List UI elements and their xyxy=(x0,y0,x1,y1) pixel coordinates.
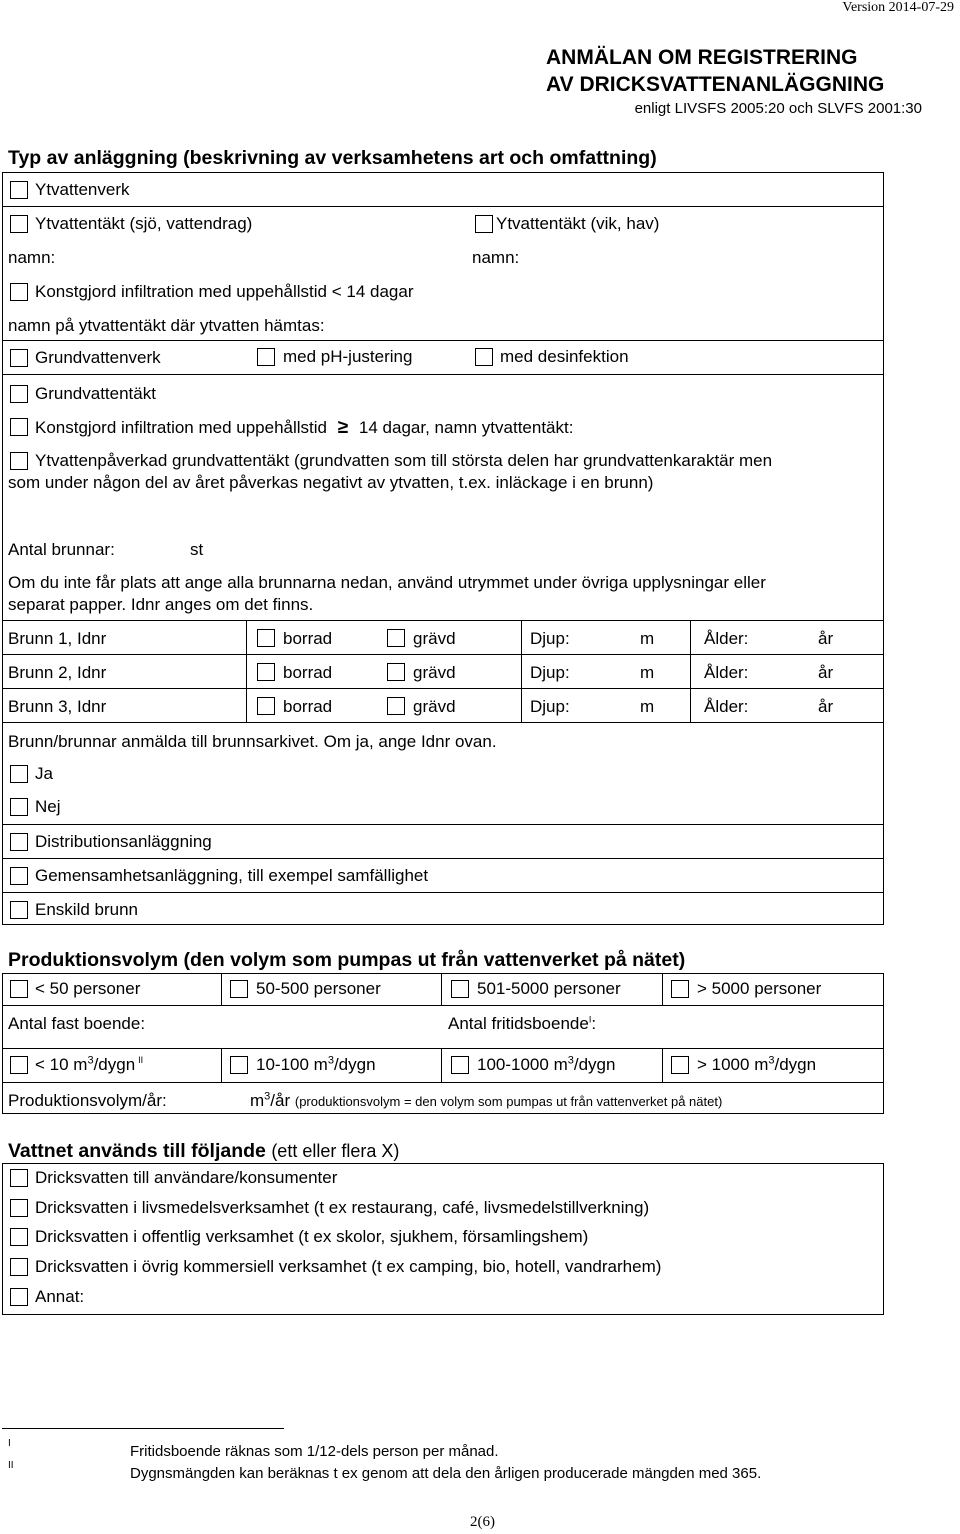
form-title-line2: AV DRICKSVATTENANLÄGGNING xyxy=(546,73,885,96)
enskild-checkbox[interactable] xyxy=(10,901,28,919)
volume-text: > 1000 m xyxy=(697,1055,769,1074)
persons-501-5000-label: 501-5000 personer xyxy=(477,979,621,998)
konstgjord-lt14-checkbox[interactable] xyxy=(10,283,28,301)
produktionsvolym-ar-label: Produktionsvolym/år: xyxy=(8,1091,167,1110)
divider xyxy=(2,1082,884,1083)
ytvattenpaverkad-label-line1: Ytvattenpåverkad grundvattentäkt (grundvatten som till största delen har grundvattenkaraktär men xyxy=(35,451,773,470)
divider xyxy=(662,973,663,1005)
ja-checkbox[interactable] xyxy=(10,765,28,783)
divider xyxy=(2,1005,884,1006)
well-gravd-checkbox[interactable] xyxy=(387,697,405,715)
med-ph-label: med pH-justering xyxy=(283,347,413,366)
volume-text: 100-1000 m xyxy=(477,1055,568,1074)
well-label: Brunn 2, Idnr xyxy=(8,663,107,682)
well-gravd-label: grävd xyxy=(413,629,456,648)
antal-fritid-text: Antal fritidsboende xyxy=(448,1014,589,1033)
distribution-label: Distributionsanläggning xyxy=(35,832,212,851)
persons-gt5000-label: > 5000 personer xyxy=(697,979,822,998)
divider xyxy=(246,620,247,722)
ja-label: Ja xyxy=(35,764,53,783)
usage-commercial-label: Dricksvatten i övrig kommersiell verksamhet (t ex camping, bio, hotell, vandrarhem) xyxy=(35,1257,662,1276)
volume-10-100-label xyxy=(256,1055,376,1075)
usage-public-checkbox[interactable] xyxy=(10,1228,28,1246)
usage-other-label: Annat: xyxy=(35,1287,85,1306)
footnote-mark-2: II xyxy=(8,1460,14,1471)
well-borrad-label: borrad xyxy=(283,697,333,716)
persons-lt50-label: < 50 personer xyxy=(35,979,141,998)
divider xyxy=(221,1048,222,1082)
well-borrad-label: borrad xyxy=(283,663,333,682)
divider xyxy=(2,824,884,825)
persons-501-5000-checkbox[interactable] xyxy=(451,980,469,998)
divider xyxy=(441,973,442,1005)
volume-100-1000-checkbox[interactable] xyxy=(451,1056,469,1074)
namn-right-label: namn: xyxy=(472,248,520,267)
footnote-ref-2: II xyxy=(138,1055,144,1066)
usage-heading-note: (ett eller flera X) xyxy=(271,1141,400,1161)
divider xyxy=(441,1048,442,1082)
volume-10-100-checkbox[interactable] xyxy=(230,1056,248,1074)
divider xyxy=(521,620,522,722)
ytvattentakt-sjo-label: Ytvattentäkt (sjö, vattendrag) xyxy=(35,214,253,233)
konstgjord-ge14-checkbox[interactable] xyxy=(10,418,28,436)
nej-checkbox[interactable] xyxy=(10,798,28,816)
divider xyxy=(2,858,884,859)
produktionsvolym-unit xyxy=(250,1091,722,1111)
persons-gt5000-checkbox[interactable] xyxy=(671,980,689,998)
volume-lt10-label xyxy=(35,1055,143,1075)
volume-100-1000-label xyxy=(477,1055,615,1075)
ytvattenverk-checkbox[interactable] xyxy=(10,181,28,199)
volume-sup: 3 xyxy=(327,1054,334,1067)
page-number: 2(6) xyxy=(470,1514,495,1530)
volume-gt1000-checkbox[interactable] xyxy=(671,1056,689,1074)
well-label: Brunn 3, Idnr xyxy=(8,697,107,716)
divider xyxy=(2,688,884,689)
form-subtitle: enligt LIVSFS 2005:20 och SLVFS 2001:30 xyxy=(634,100,922,117)
well-gravd-checkbox[interactable] xyxy=(387,629,405,647)
med-desinfektion-label: med desinfektion xyxy=(500,347,629,366)
gemensamhet-label: Gemensamhetsanläggning, till exempel samfällighet xyxy=(35,866,429,885)
well-alder-unit: år xyxy=(818,663,834,682)
konstgjord-ge14-label xyxy=(35,417,573,439)
konstgjord-lt14-label: Konstgjord infiltration med uppehållstid < 14 dagar xyxy=(35,282,414,301)
usage-other-checkbox[interactable] xyxy=(10,1288,28,1306)
well-alder-unit: år xyxy=(818,697,834,716)
footnote-2: Dygnsmängden kan beräknas t ex genom att dela den årligen producerade mängden med 365. xyxy=(130,1465,762,1482)
well-alder-label: Ålder: xyxy=(704,697,749,716)
divider xyxy=(221,973,222,1005)
gemensamhet-checkbox[interactable] xyxy=(10,867,28,885)
antal-fast-label: Antal fast boende: xyxy=(8,1014,146,1033)
volume-unit: /dygn xyxy=(774,1055,817,1074)
divider xyxy=(662,1048,663,1082)
well-djup-unit: m xyxy=(640,663,655,682)
well-gravd-checkbox[interactable] xyxy=(387,663,405,681)
persons-lt50-checkbox[interactable] xyxy=(10,980,28,998)
version-label: Version 2014-07-29 xyxy=(842,0,954,15)
antal-fritid-colon: : xyxy=(591,1014,597,1033)
divider xyxy=(2,1048,884,1049)
well-djup-label: Djup: xyxy=(530,629,570,648)
volume-unit: /dygn xyxy=(93,1055,136,1074)
grundvattentakt-label: Grundvattentäkt xyxy=(35,384,156,403)
well-alder-unit: år xyxy=(818,629,834,648)
antal-brunnar-label: Antal brunnar: xyxy=(8,540,115,559)
volume-unit: /dygn xyxy=(573,1055,616,1074)
divider xyxy=(2,374,884,375)
footnote-divider xyxy=(2,1428,284,1429)
well-gravd-label: grävd xyxy=(413,663,456,682)
divider xyxy=(2,620,884,621)
usage-heading xyxy=(8,1140,399,1162)
volume-unit: /dygn xyxy=(333,1055,376,1074)
volume-sup: 3 xyxy=(567,1054,574,1067)
divider xyxy=(2,654,884,655)
persons-50-500-checkbox[interactable] xyxy=(230,980,248,998)
well-alder-label: Ålder: xyxy=(704,629,749,648)
unit-m: m xyxy=(250,1091,265,1110)
divider xyxy=(2,340,884,341)
usage-heading-bold: Vattnet används till följande xyxy=(8,1140,266,1162)
well-djup-label: Djup: xyxy=(530,663,570,682)
distribution-checkbox[interactable] xyxy=(10,833,28,851)
med-ph-checkbox[interactable] xyxy=(257,348,275,366)
divider xyxy=(2,892,884,893)
well-gravd-label: grävd xyxy=(413,697,456,716)
footnote-1: Fritidsboende räknas som 1/12-dels person per månad. xyxy=(130,1443,499,1460)
well-djup-label: Djup: xyxy=(530,697,570,716)
well-djup-unit: m xyxy=(640,697,655,716)
well-borrad-checkbox[interactable] xyxy=(257,663,275,681)
ge-symbol: ≥ xyxy=(337,417,349,438)
well-borrad-label: borrad xyxy=(283,629,333,648)
ytvattentakt-hav-label: Ytvattentäkt (vik, hav) xyxy=(496,214,660,233)
divider xyxy=(2,206,884,207)
konstgjord-ge14-text: Konstgjord infiltration med uppehållstid xyxy=(35,418,328,437)
persons-50-500-label: 50-500 personer xyxy=(256,979,381,998)
production-heading: Produktionsvolym (den volym som pumpas ut från vattenverket på nätet) xyxy=(8,949,686,971)
divider xyxy=(2,722,884,723)
ytvattenpaverkad-checkbox[interactable] xyxy=(10,452,28,470)
antal-brunnar-unit: st xyxy=(190,540,204,559)
brunnsarkivet-label: Brunn/brunnar anmälda till brunnsarkivet. Om ja, ange Idnr ovan. xyxy=(8,732,497,751)
unit-sup: 3 xyxy=(264,1090,271,1103)
produktionsvolym-note: (produktionsvolym = den volym som pumpas ut från vattenverket på nätet) xyxy=(294,1094,723,1109)
grundvattenverk-checkbox[interactable] xyxy=(10,349,28,367)
volume-text: 10-100 m xyxy=(256,1055,328,1074)
form-title-line1: ANMÄLAN OM REGISTRERING xyxy=(546,46,858,69)
footnote-mark-1: I xyxy=(8,1438,11,1449)
volume-sup: 3 xyxy=(87,1054,94,1067)
ytvattentakt-sjo-checkbox[interactable] xyxy=(10,215,28,233)
ytvattenverk-label: Ytvattenverk xyxy=(35,180,130,199)
well-alder-label: Ålder: xyxy=(704,663,749,682)
well-borrad-checkbox[interactable] xyxy=(257,697,275,715)
grundvattenverk-label: Grundvattenverk xyxy=(35,348,161,367)
divider xyxy=(690,620,691,722)
type-section-heading: Typ av anläggning (beskrivning av verksamhetens art och omfattning) xyxy=(8,147,657,169)
namn-left-label: namn: xyxy=(8,248,56,267)
nej-label: Nej xyxy=(35,797,61,816)
ytvattentakt-hav-checkbox[interactable] xyxy=(475,215,493,233)
grundvattentakt-checkbox[interactable] xyxy=(10,385,28,403)
volume-lt10-checkbox[interactable] xyxy=(10,1056,28,1074)
med-desinfektion-checkbox[interactable] xyxy=(475,348,493,366)
enskild-label: Enskild brunn xyxy=(35,900,139,919)
volume-sup: 3 xyxy=(768,1054,775,1067)
om-du-text-line1: Om du inte får plats att ange alla brunnarna nedan, använd utrymmet under övriga upplysningar eller xyxy=(8,573,766,592)
volume-gt1000-label xyxy=(697,1055,816,1075)
footnote-ref-1: I xyxy=(588,1014,592,1025)
well-borrad-checkbox[interactable] xyxy=(257,629,275,647)
usage-public-label: Dricksvatten i offentlig verksamhet (t ex skolor, sjukhem, församlingshem) xyxy=(35,1227,589,1246)
usage-food-checkbox[interactable] xyxy=(10,1199,28,1217)
usage-consumers-label: Dricksvatten till användare/konsumenter xyxy=(35,1168,338,1187)
ytvattenpaverkad-label-line2: som under någon del av året påverkas negativt av ytvatten, t.ex. inläckage i en brunn) xyxy=(8,473,654,492)
om-du-text-line2: separat papper. Idnr anges om det finns. xyxy=(8,595,314,614)
namn-hamtas-label: namn på ytvattentäkt där ytvatten hämtas: xyxy=(8,316,325,335)
usage-consumers-checkbox[interactable] xyxy=(10,1169,28,1187)
unit-ar: /år xyxy=(270,1091,291,1110)
usage-commercial-checkbox[interactable] xyxy=(10,1258,28,1276)
well-label: Brunn 1, Idnr xyxy=(8,629,107,648)
konstgjord-ge14-text-b: 14 dagar, namn ytvattentäkt: xyxy=(358,418,574,437)
antal-fritid-label xyxy=(448,1014,596,1034)
well-djup-unit: m xyxy=(640,629,655,648)
volume-text: < 10 m xyxy=(35,1055,88,1074)
usage-food-label: Dricksvatten i livsmedelsverksamhet (t ex restaurang, café, livsmedelstillverkning) xyxy=(35,1198,650,1217)
